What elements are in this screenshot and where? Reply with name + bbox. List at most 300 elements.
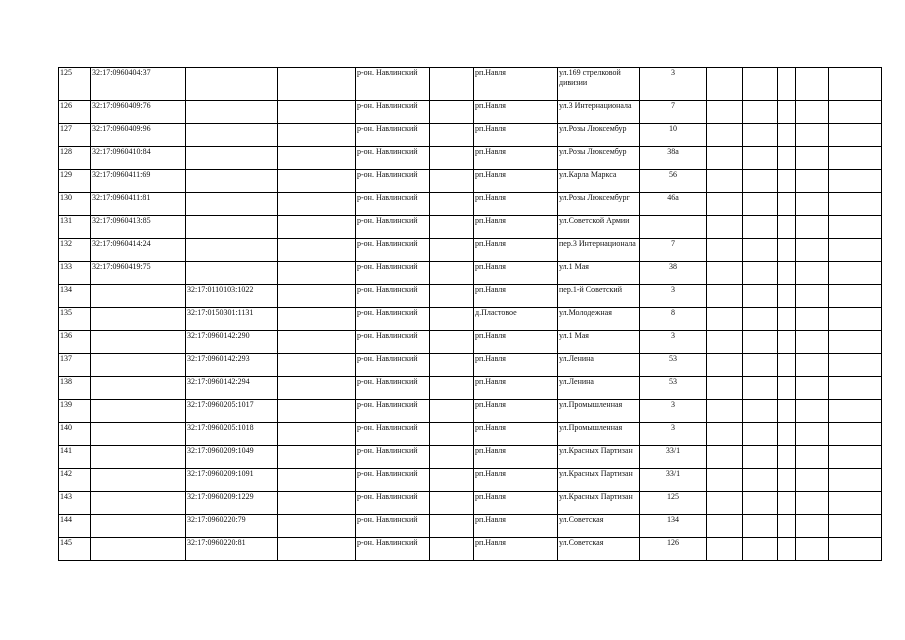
empty-cell	[829, 469, 882, 492]
street: ул.Советская	[558, 538, 640, 561]
table-row	[59, 400, 882, 423]
empty-cell	[743, 538, 778, 561]
empty-cell	[796, 124, 829, 147]
empty-cell	[796, 101, 829, 124]
cadastral-number-2: 32:17:0960209:1049	[186, 446, 278, 469]
empty-cell	[778, 377, 796, 400]
street: ул.Карла Маркса	[558, 170, 640, 193]
empty-cell	[778, 538, 796, 561]
cadastral-number-1	[91, 331, 186, 354]
cadastral-number-2: 32:17:0960209:1229	[186, 492, 278, 515]
settlement: рп.Навля	[474, 262, 558, 285]
empty-cell	[743, 124, 778, 147]
row-number: 133	[59, 262, 91, 285]
table-row	[59, 354, 882, 377]
cadastral-number-1: 32:17:0960411:69	[91, 170, 186, 193]
cadastral-number-2	[186, 193, 278, 216]
empty-cell	[829, 308, 882, 331]
empty-cell	[743, 147, 778, 170]
empty-cell	[829, 170, 882, 193]
row-number: 125	[59, 68, 91, 101]
empty-cell	[430, 101, 474, 124]
empty-cell	[778, 239, 796, 262]
empty-cell	[707, 124, 743, 147]
cadastral-number-1	[91, 515, 186, 538]
empty-cell	[707, 492, 743, 515]
table-row	[59, 262, 882, 285]
cadastral-number-1	[91, 308, 186, 331]
empty-cell	[278, 68, 356, 101]
empty-cell	[430, 400, 474, 423]
table-row	[59, 170, 882, 193]
empty-cell	[796, 193, 829, 216]
settlement: рп.Навля	[474, 515, 558, 538]
cadastral-number-1	[91, 377, 186, 400]
empty-cell	[743, 68, 778, 101]
house-number: 3	[640, 423, 707, 446]
settlement: рп.Навля	[474, 147, 558, 170]
district: р-он. Навлинский	[356, 147, 430, 170]
cadastral-number-2: 32:17:0960205:1018	[186, 423, 278, 446]
empty-cell	[430, 262, 474, 285]
street: ул.Розы Люксембур	[558, 147, 640, 170]
cadastral-number-2	[186, 262, 278, 285]
empty-cell	[278, 147, 356, 170]
settlement: рп.Навля	[474, 193, 558, 216]
empty-cell	[778, 101, 796, 124]
cadastral-number-2	[186, 216, 278, 239]
cadastral-number-1	[91, 423, 186, 446]
empty-cell	[278, 239, 356, 262]
district: р-он. Навлинский	[356, 400, 430, 423]
cadastral-number-1: 32:17:0960411:81	[91, 193, 186, 216]
empty-cell	[707, 515, 743, 538]
empty-cell	[829, 446, 882, 469]
settlement: рп.Навля	[474, 68, 558, 101]
empty-cell	[707, 308, 743, 331]
street: ул.Промышленная	[558, 423, 640, 446]
empty-cell	[707, 262, 743, 285]
empty-cell	[430, 446, 474, 469]
table-row	[59, 216, 882, 239]
cadastral-number-1: 32:17:0960419:75	[91, 262, 186, 285]
district: р-он. Навлинский	[356, 68, 430, 101]
empty-cell	[796, 423, 829, 446]
cadastral-number-2: 32:17:0110103:1022	[186, 285, 278, 308]
house-number: 134	[640, 515, 707, 538]
empty-cell	[707, 170, 743, 193]
row-number: 139	[59, 400, 91, 423]
row-number: 140	[59, 423, 91, 446]
empty-cell	[796, 446, 829, 469]
district: р-он. Навлинский	[356, 423, 430, 446]
street: ул.Красных Партизан	[558, 469, 640, 492]
street: ул.Советская	[558, 515, 640, 538]
street: ул.169 стрелковой дивизии	[558, 68, 640, 101]
empty-cell	[430, 239, 474, 262]
empty-cell	[278, 101, 356, 124]
empty-cell	[778, 285, 796, 308]
cadastral-number-2	[186, 170, 278, 193]
house-number: 3	[640, 331, 707, 354]
row-number: 131	[59, 216, 91, 239]
district: р-он. Навлинский	[356, 469, 430, 492]
cadastral-number-2	[186, 147, 278, 170]
row-number: 134	[59, 285, 91, 308]
row-number: 132	[59, 239, 91, 262]
empty-cell	[778, 216, 796, 239]
empty-cell	[707, 216, 743, 239]
empty-cell	[707, 354, 743, 377]
district: р-он. Навлинский	[356, 216, 430, 239]
settlement: рп.Навля	[474, 492, 558, 515]
empty-cell	[707, 331, 743, 354]
row-number: 136	[59, 331, 91, 354]
row-number: 141	[59, 446, 91, 469]
settlement: рп.Навля	[474, 377, 558, 400]
cadastral-number-2	[186, 239, 278, 262]
empty-cell	[796, 262, 829, 285]
empty-cell	[430, 193, 474, 216]
district: р-он. Навлинский	[356, 354, 430, 377]
empty-cell	[278, 469, 356, 492]
empty-cell	[796, 147, 829, 170]
settlement: д.Пластовое	[474, 308, 558, 331]
table-row	[59, 446, 882, 469]
empty-cell	[829, 377, 882, 400]
empty-cell	[829, 400, 882, 423]
empty-cell	[430, 377, 474, 400]
row-number: 143	[59, 492, 91, 515]
row-number: 138	[59, 377, 91, 400]
district: р-он. Навлинский	[356, 101, 430, 124]
table-row	[59, 285, 882, 308]
empty-cell	[796, 239, 829, 262]
cadastral-number-1: 32:17:0960410:84	[91, 147, 186, 170]
cadastral-number-2: 32:17:0960142:290	[186, 331, 278, 354]
empty-cell	[743, 285, 778, 308]
empty-cell	[796, 170, 829, 193]
empty-cell	[430, 515, 474, 538]
district: р-он. Навлинский	[356, 308, 430, 331]
street: ул.Красных Партизан	[558, 446, 640, 469]
empty-cell	[707, 239, 743, 262]
cadastral-number-1: 32:17:0960404:37	[91, 68, 186, 101]
row-number: 137	[59, 354, 91, 377]
empty-cell	[707, 147, 743, 170]
settlement: рп.Навля	[474, 331, 558, 354]
empty-cell	[430, 216, 474, 239]
empty-cell	[430, 331, 474, 354]
cadastral-number-1	[91, 492, 186, 515]
empty-cell	[829, 331, 882, 354]
empty-cell	[278, 423, 356, 446]
house-number: 8	[640, 308, 707, 331]
empty-cell	[278, 262, 356, 285]
house-number: 33/1	[640, 446, 707, 469]
empty-cell	[829, 147, 882, 170]
settlement: рп.Навля	[474, 423, 558, 446]
empty-cell	[707, 285, 743, 308]
empty-cell	[829, 262, 882, 285]
empty-cell	[743, 331, 778, 354]
row-number: 145	[59, 538, 91, 561]
empty-cell	[829, 354, 882, 377]
street: ул.Ленина	[558, 354, 640, 377]
empty-cell	[278, 308, 356, 331]
empty-cell	[829, 492, 882, 515]
empty-cell	[778, 446, 796, 469]
empty-cell	[743, 354, 778, 377]
empty-cell	[829, 124, 882, 147]
house-number: 38а	[640, 147, 707, 170]
table-row	[59, 124, 882, 147]
cadastral-number-2: 32:17:0960209:1091	[186, 469, 278, 492]
empty-cell	[743, 423, 778, 446]
house-number: 3	[640, 400, 707, 423]
empty-cell	[829, 239, 882, 262]
cadastral-number-2: 32:17:0960142:293	[186, 354, 278, 377]
settlement: рп.Навля	[474, 239, 558, 262]
district: р-он. Навлинский	[356, 377, 430, 400]
table-body	[59, 68, 882, 561]
empty-cell	[829, 216, 882, 239]
empty-cell	[743, 239, 778, 262]
cadastral-number-2: 32:17:0150301:1131	[186, 308, 278, 331]
district: р-он. Навлинский	[356, 285, 430, 308]
empty-cell	[829, 538, 882, 561]
empty-cell	[278, 124, 356, 147]
empty-cell	[278, 216, 356, 239]
row-number: 135	[59, 308, 91, 331]
empty-cell	[796, 285, 829, 308]
empty-cell	[796, 68, 829, 101]
cadastral-number-1	[91, 354, 186, 377]
empty-cell	[796, 331, 829, 354]
empty-cell	[778, 469, 796, 492]
empty-cell	[778, 308, 796, 331]
street: ул.1 Мая	[558, 262, 640, 285]
table-row	[59, 308, 882, 331]
table-row	[59, 239, 882, 262]
table-row	[59, 423, 882, 446]
empty-cell	[430, 469, 474, 492]
table-row	[59, 193, 882, 216]
district: р-он. Навлинский	[356, 538, 430, 561]
empty-cell	[743, 515, 778, 538]
empty-cell	[278, 400, 356, 423]
empty-cell	[743, 170, 778, 193]
empty-cell	[430, 423, 474, 446]
street: ул.Советской Армии	[558, 216, 640, 239]
house-number	[640, 216, 707, 239]
table-row	[59, 68, 882, 101]
empty-cell	[430, 538, 474, 561]
empty-cell	[707, 377, 743, 400]
house-number: 7	[640, 101, 707, 124]
empty-cell	[743, 377, 778, 400]
cadastral-number-1: 32:17:0960409:76	[91, 101, 186, 124]
settlement: рп.Навля	[474, 216, 558, 239]
empty-cell	[778, 68, 796, 101]
settlement: рп.Навля	[474, 124, 558, 147]
cadastral-number-1	[91, 400, 186, 423]
table-row	[59, 515, 882, 538]
empty-cell	[796, 538, 829, 561]
table-row	[59, 101, 882, 124]
empty-cell	[707, 469, 743, 492]
empty-cell	[743, 262, 778, 285]
district: р-он. Навлинский	[356, 492, 430, 515]
empty-cell	[778, 170, 796, 193]
empty-cell	[430, 170, 474, 193]
cadastral-number-1	[91, 538, 186, 561]
district: р-он. Навлинский	[356, 170, 430, 193]
row-number: 128	[59, 147, 91, 170]
settlement: рп.Навля	[474, 101, 558, 124]
cadastral-number-2: 32:17:0960220:81	[186, 538, 278, 561]
empty-cell	[778, 147, 796, 170]
house-number: 3	[640, 285, 707, 308]
empty-cell	[707, 423, 743, 446]
empty-cell	[778, 331, 796, 354]
row-number: 144	[59, 515, 91, 538]
empty-cell	[829, 68, 882, 101]
empty-cell	[430, 492, 474, 515]
empty-cell	[829, 515, 882, 538]
empty-cell	[278, 354, 356, 377]
row-number: 129	[59, 170, 91, 193]
district: р-он. Навлинский	[356, 331, 430, 354]
empty-cell	[743, 400, 778, 423]
empty-cell	[707, 400, 743, 423]
empty-cell	[829, 285, 882, 308]
empty-cell	[778, 492, 796, 515]
house-number: 10	[640, 124, 707, 147]
empty-cell	[430, 285, 474, 308]
street: ул.Розы Люксембург	[558, 193, 640, 216]
house-number: 56	[640, 170, 707, 193]
street: ул.1 Мая	[558, 331, 640, 354]
house-number: 53	[640, 354, 707, 377]
empty-cell	[707, 446, 743, 469]
empty-cell	[430, 308, 474, 331]
empty-cell	[778, 354, 796, 377]
empty-cell	[278, 285, 356, 308]
district: р-он. Навлинский	[356, 515, 430, 538]
empty-cell	[778, 400, 796, 423]
table-row	[59, 147, 882, 170]
cadastral-number-1: 32:17:0960414:24	[91, 239, 186, 262]
cadastral-number-1: 32:17:0960413:85	[91, 216, 186, 239]
cadastral-number-1	[91, 285, 186, 308]
settlement: рп.Навля	[474, 354, 558, 377]
street: ул.3 Интернационала	[558, 101, 640, 124]
house-number: 46а	[640, 193, 707, 216]
table-row	[59, 538, 882, 561]
empty-cell	[796, 492, 829, 515]
settlement: рп.Навля	[474, 170, 558, 193]
settlement: рп.Навля	[474, 285, 558, 308]
street: ул.Красных Партизан	[558, 492, 640, 515]
district: р-он. Навлинский	[356, 262, 430, 285]
empty-cell	[778, 193, 796, 216]
empty-cell	[743, 216, 778, 239]
district: р-он. Навлинский	[356, 446, 430, 469]
empty-cell	[743, 446, 778, 469]
empty-cell	[796, 400, 829, 423]
empty-cell	[707, 101, 743, 124]
empty-cell	[829, 193, 882, 216]
settlement: рп.Навля	[474, 400, 558, 423]
street: ул.Молодежная	[558, 308, 640, 331]
empty-cell	[796, 308, 829, 331]
empty-cell	[796, 469, 829, 492]
empty-cell	[829, 423, 882, 446]
table-row	[59, 331, 882, 354]
house-number: 33/1	[640, 469, 707, 492]
empty-cell	[778, 423, 796, 446]
table-row	[59, 469, 882, 492]
row-number: 126	[59, 101, 91, 124]
empty-cell	[278, 331, 356, 354]
empty-cell	[796, 216, 829, 239]
district: р-он. Навлинский	[356, 193, 430, 216]
house-number: 3	[640, 68, 707, 101]
empty-cell	[829, 101, 882, 124]
row-number: 127	[59, 124, 91, 147]
empty-cell	[707, 68, 743, 101]
empty-cell	[796, 515, 829, 538]
empty-cell	[430, 354, 474, 377]
house-number: 53	[640, 377, 707, 400]
cadastral-number-2	[186, 124, 278, 147]
empty-cell	[278, 170, 356, 193]
empty-cell	[778, 515, 796, 538]
street: ул.Розы Люксембур	[558, 124, 640, 147]
empty-cell	[430, 68, 474, 101]
house-number: 126	[640, 538, 707, 561]
table-row	[59, 377, 882, 400]
empty-cell	[743, 193, 778, 216]
cadastral-number-2	[186, 68, 278, 101]
empty-cell	[778, 124, 796, 147]
cadastral-number-1	[91, 446, 186, 469]
empty-cell	[278, 492, 356, 515]
cadastral-number-1	[91, 469, 186, 492]
district: р-он. Навлинский	[356, 124, 430, 147]
empty-cell	[278, 515, 356, 538]
empty-cell	[778, 262, 796, 285]
district: р-он. Навлинский	[356, 239, 430, 262]
empty-cell	[430, 147, 474, 170]
street: пер.1-й Советский	[558, 285, 640, 308]
cadastral-number-2: 32:17:0960142:294	[186, 377, 278, 400]
street: ул.Ленина	[558, 377, 640, 400]
cadastral-number-2	[186, 101, 278, 124]
street: пер.3 Интернационала	[558, 239, 640, 262]
settlement: рп.Навля	[474, 538, 558, 561]
empty-cell	[743, 101, 778, 124]
settlement: рп.Навля	[474, 469, 558, 492]
empty-cell	[707, 538, 743, 561]
empty-cell	[743, 469, 778, 492]
empty-cell	[278, 446, 356, 469]
empty-cell	[796, 377, 829, 400]
table-row	[59, 492, 882, 515]
street: ул.Промышленная	[558, 400, 640, 423]
cadastral-number-2: 32:17:0960220:79	[186, 515, 278, 538]
